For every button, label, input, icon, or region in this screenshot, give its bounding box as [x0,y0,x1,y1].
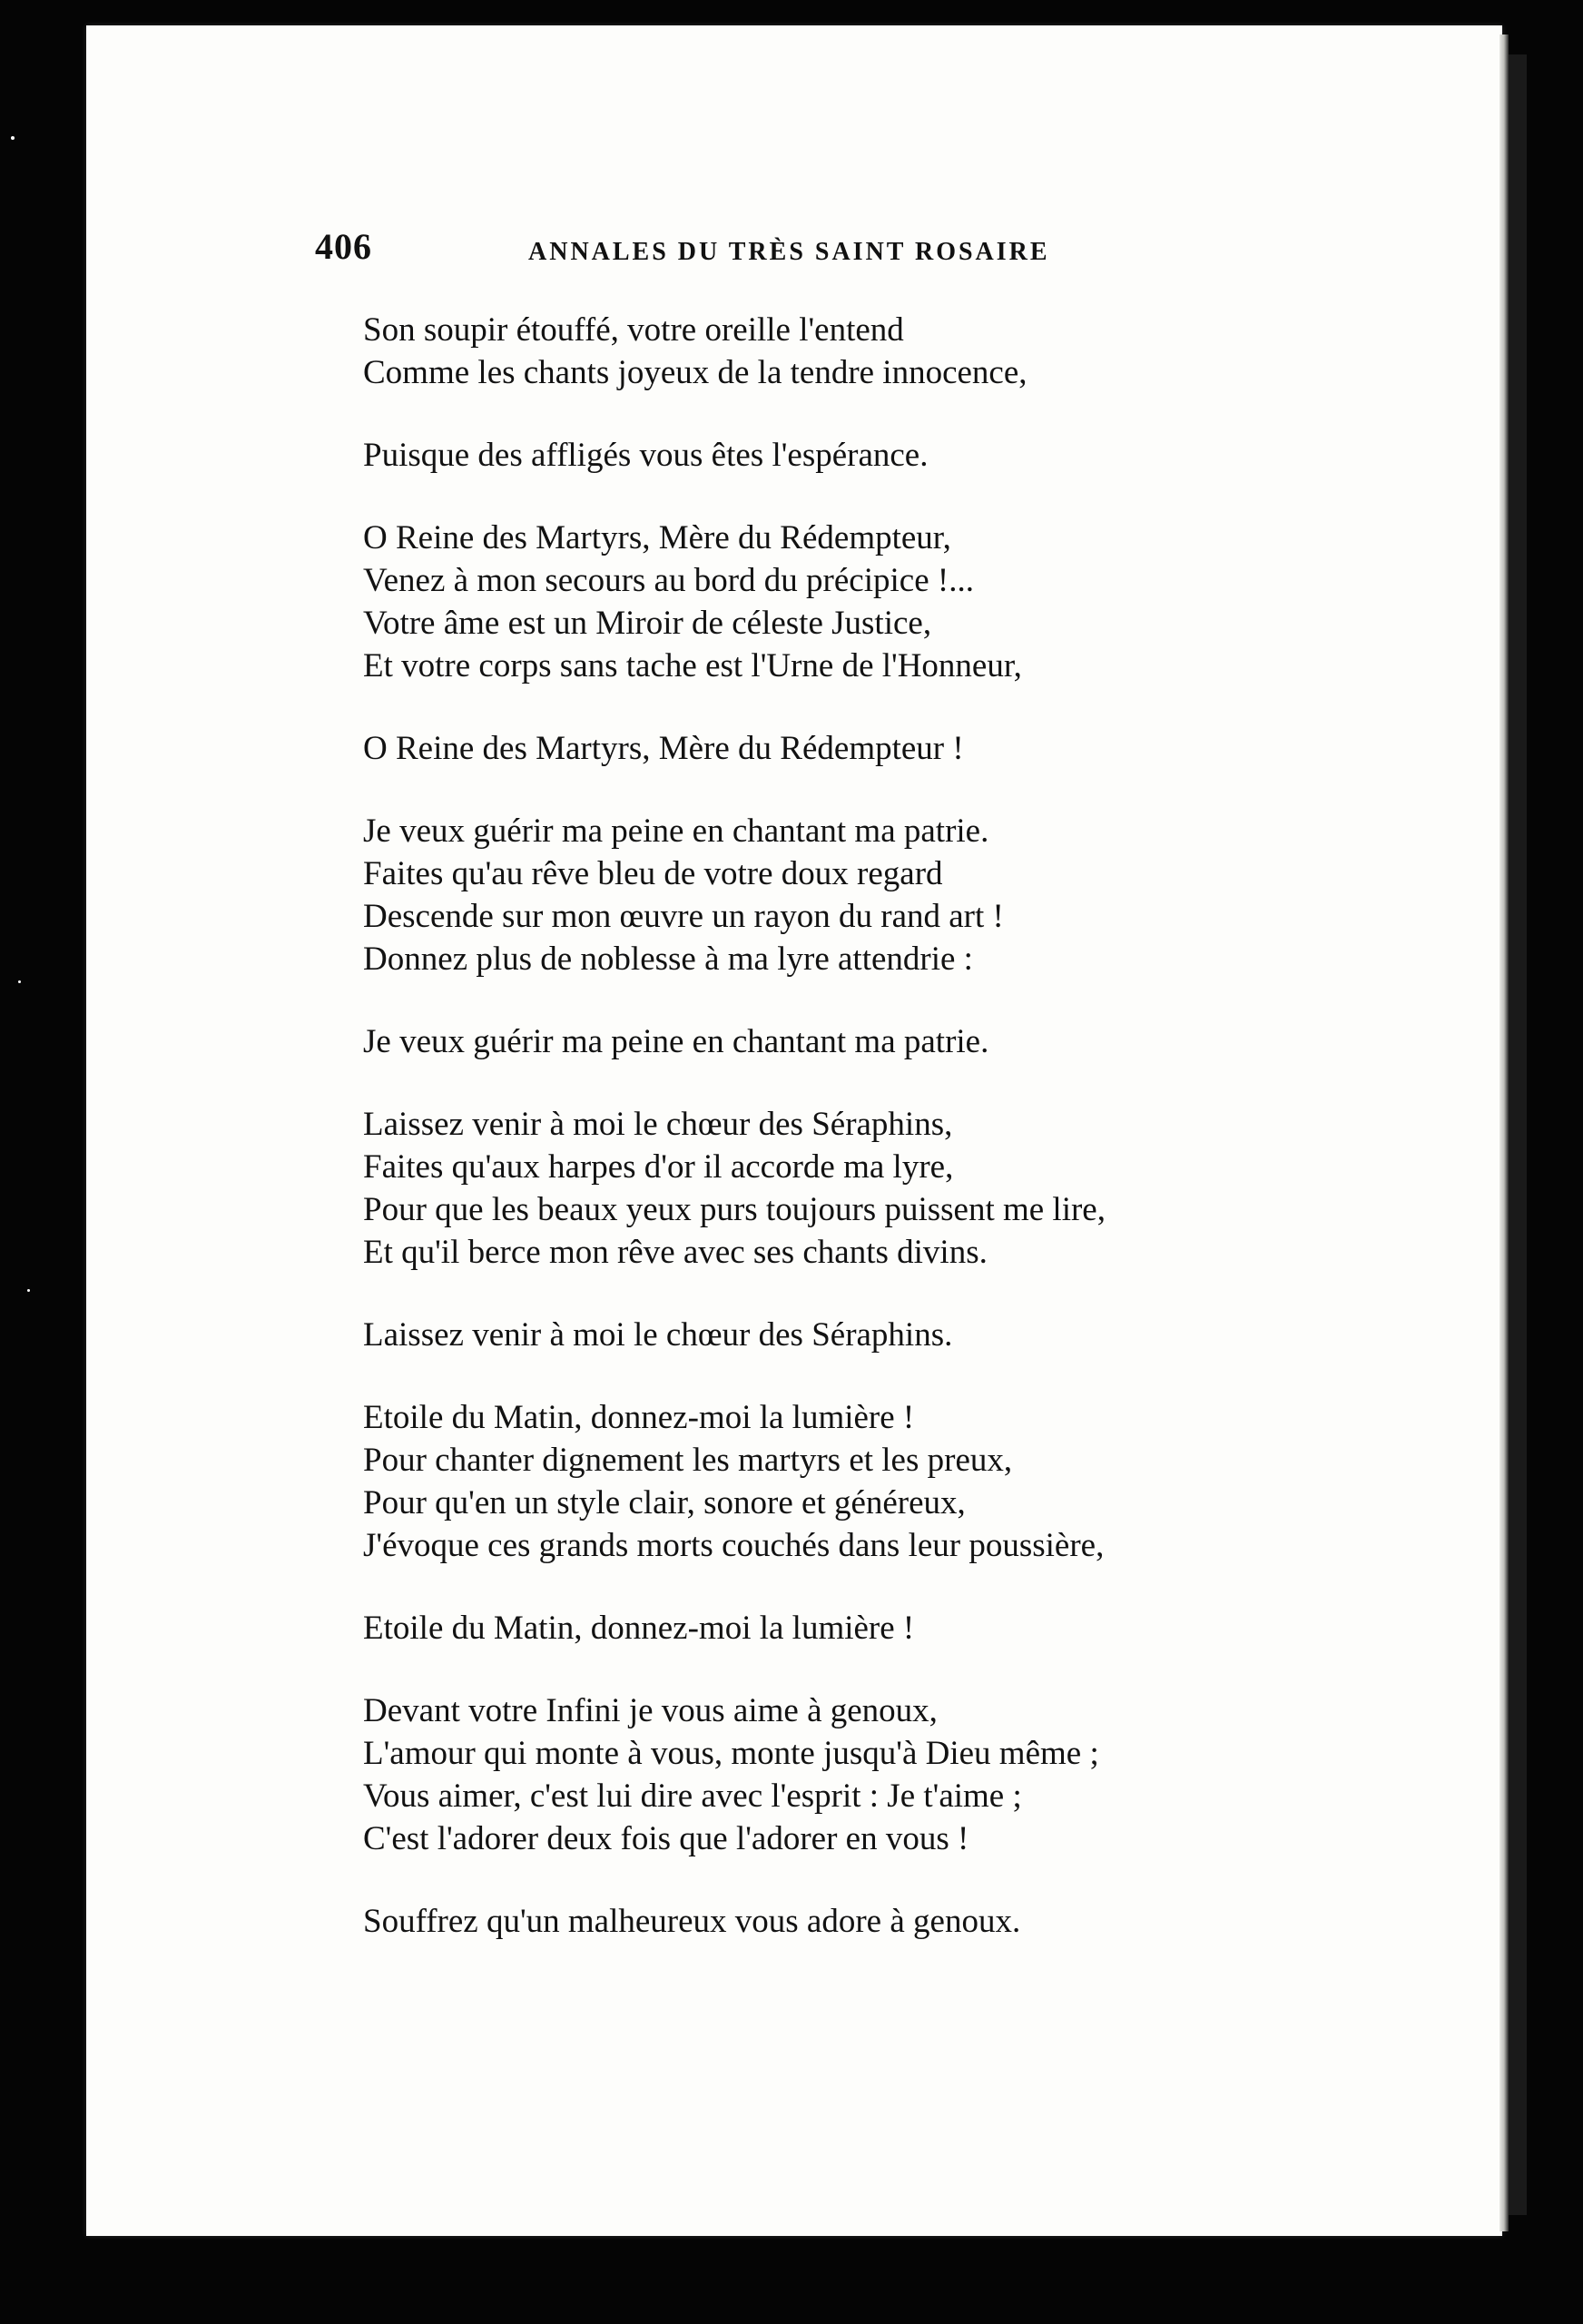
refrain [363,1900,1325,1943]
poem-line: Son soupir étouffé, votre oreille l'entend [363,311,904,349]
poem-line: Descende sur mon œuvre un rayon du rand art ! [363,898,1004,935]
poem-line: Pour qu'en un style clair, sonore et généreux, [363,1484,966,1521]
poem-line: Etoile du Matin, donnez-moi la lumière ! [363,1399,915,1436]
page-edge [1499,34,1509,2231]
stanza [363,810,1325,980]
poem-line: L'amour qui monte à vous, monte jusqu'à Dieu même ; [363,1735,1099,1772]
poem-line: C'est l'adorer deux fois que l'adorer en vous ! [363,1820,969,1857]
poem-line: Et votre corps sans tache est l'Urne de l'Honneur, [363,647,1022,684]
scan-speck [18,980,21,983]
running-title: ANNALES DU TRÈS SAINT ROSAIRE [528,238,1050,266]
poem-line: O Reine des Martyrs, Mère du Rédempteur ! [363,730,964,767]
poem-line: Laissez venir à moi le chœur des Séraphins, [363,1106,953,1143]
adjacent-page-strip [1509,54,1527,2215]
poem-line: Et qu'il berce mon rêve avec ses chants divins. [363,1234,988,1271]
refrain [363,434,1325,477]
poem-line: Pour chanter dignement les martyrs et les preux, [363,1442,1013,1479]
poem-line: Votre âme est un Miroir de céleste Justice, [363,605,932,642]
poem-line: Puisque des affligés vous êtes l'espérance. [363,437,929,474]
refrain [363,1314,1325,1356]
poem-line: Venez à mon secours au bord du précipice !... [363,562,974,599]
poem-line: Faites qu'aux harpes d'or il accorde ma lyre, [363,1148,954,1186]
poem-line: Je veux guérir ma peine en chantant ma patrie. [363,1023,989,1060]
poem-line: Vous aimer, c'est lui dire avec l'esprit : Je t'aime ; [363,1777,1022,1815]
poem-line: Je veux guérir ma peine en chantant ma patrie. [363,812,989,850]
scan-speck [11,136,15,140]
stanza [363,1103,1325,1274]
page-number: 406 [315,226,372,267]
stanza [363,1689,1325,1860]
poem-line: Faites qu'au rêve bleu de votre doux regard [363,855,943,892]
poem-line: Donnez plus de noblesse à ma lyre attendrie : [363,940,973,978]
refrain [363,1607,1325,1649]
poem-line: Devant votre Infini je vous aime à genoux, [363,1692,938,1729]
poem-line: Laissez venir à moi le chœur des Séraphins. [363,1316,953,1354]
poem-line: Pour que les beaux yeux purs toujours puissent me lire, [363,1191,1106,1228]
poem-line: O Reine des Martyrs, Mère du Rédempteur, [363,519,951,556]
poem-line: Comme les chants joyeux de la tendre innocence, [363,354,1027,391]
stanza [363,517,1325,687]
poem-line: J'évoque ces grands morts couchés dans leur poussière, [363,1527,1105,1564]
poem-line: Etoile du Matin, donnez-moi la lumière ! [363,1610,915,1647]
poem-body [363,309,1325,1983]
poem-line: Souffrez qu'un malheureux vous adore à genoux. [363,1903,1021,1940]
scan-speck [27,1289,30,1292]
stanza [363,309,1325,394]
stanza [363,1396,1325,1567]
page-header [315,225,1132,280]
refrain [363,727,1325,770]
refrain [363,1020,1325,1063]
